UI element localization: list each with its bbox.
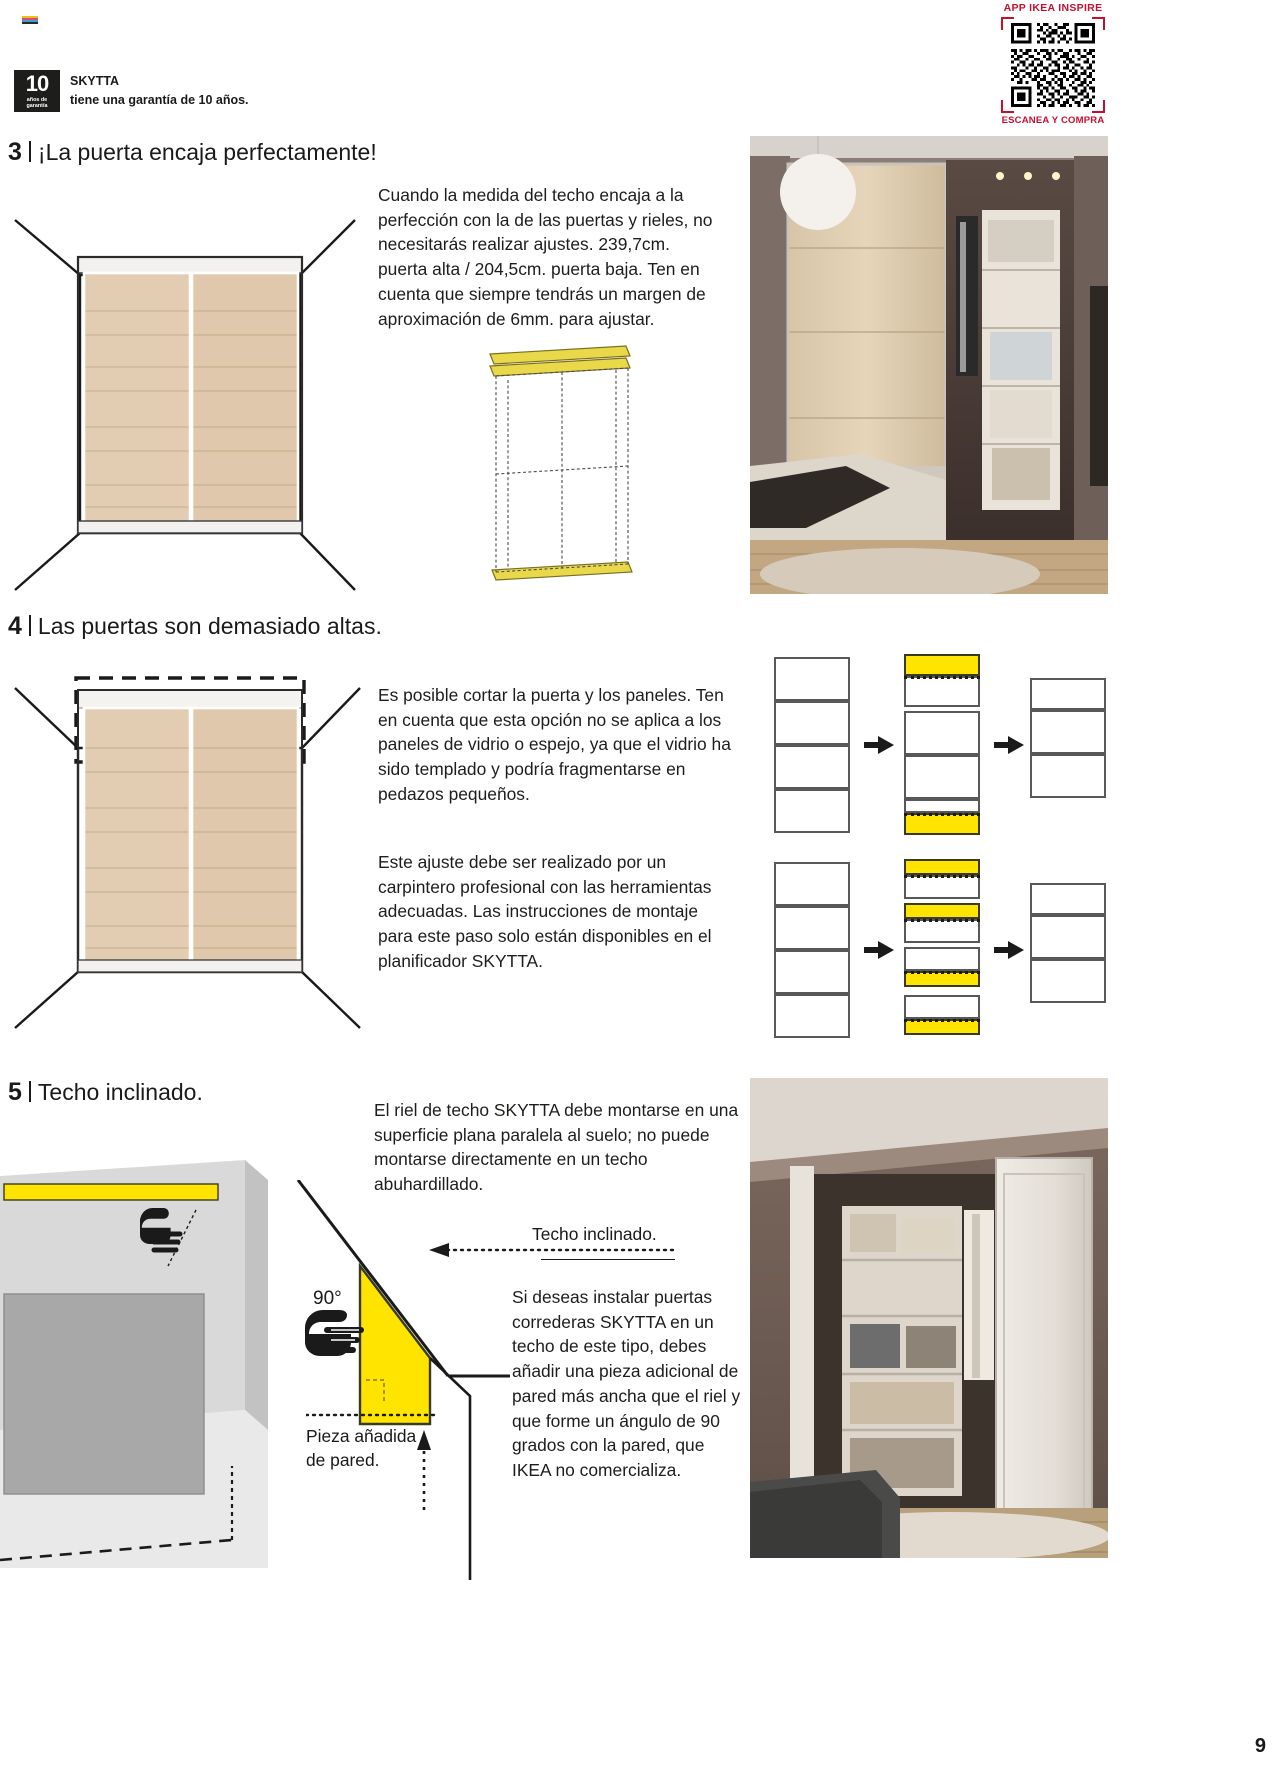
- step-4-heading: [8, 612, 382, 641]
- step-5-heading: [8, 1078, 203, 1107]
- panel-cell: [774, 789, 850, 833]
- step-5-room-photo: [750, 1078, 1108, 1558]
- arrow-stem: [864, 947, 878, 953]
- sloped-ceiling-label: Techo inclinado.: [532, 1224, 657, 1244]
- warranty-badge-line1: años de: [26, 96, 48, 103]
- panel-cut-top: [904, 654, 980, 676]
- panel-cut-strip: [904, 903, 980, 919]
- step-4-panel-diagram-row-2: [768, 855, 1108, 1045]
- added-wall-label-line1: Pieza añadida: [306, 1426, 417, 1446]
- qr-frame[interactable]: [1001, 17, 1105, 113]
- qr-subtitle: ESCANEA Y COMPRA: [1001, 115, 1105, 126]
- step-3-room-photo: [750, 136, 1108, 594]
- flow-arrow-icon: [878, 941, 894, 959]
- panel-cell: [774, 657, 850, 701]
- step-5-title: Techo inclinado.: [37, 1079, 203, 1105]
- warranty-product-name: SKYTTA: [70, 74, 120, 89]
- warranty-block: [14, 70, 249, 112]
- panel-cell: [774, 701, 850, 745]
- added-wall-label-line2: de pared.: [306, 1450, 380, 1470]
- cut-line: [904, 971, 980, 974]
- step-5-paragraph-1: El riel de techo SKYTTA debe montarse en una superficie plana paralela al suelo; no puede montarse directamente en un techo abuhardillado.: [374, 1100, 739, 1195]
- step-5-number: 5: [8, 1078, 22, 1106]
- warranty-description: tiene una garantía de 10 años.: [70, 93, 249, 107]
- panel-cell-result: [1030, 710, 1106, 754]
- panel-cell-result: [1030, 915, 1106, 959]
- step-divider: [29, 615, 31, 636]
- flow-arrow-icon: [878, 736, 894, 754]
- panel-cell: [904, 711, 980, 755]
- step-3-number: 3: [8, 138, 22, 166]
- step-4-number: 4: [8, 612, 22, 640]
- step-3-wardrobe-illustration: [10, 215, 360, 595]
- step-4-wardrobe-illustration: [10, 660, 370, 1032]
- step-3-title: ¡La puerta encaja perfectamente!: [37, 139, 377, 165]
- qr-promo-block: [994, 2, 1112, 126]
- hand-pointer-icon: [305, 1310, 367, 1358]
- arrow-stem: [994, 742, 1008, 748]
- sloped-ceiling-leader: [425, 1240, 675, 1260]
- cut-line: [904, 875, 980, 878]
- panel-cell: [774, 906, 850, 950]
- color-registration-marks: [22, 16, 38, 25]
- step-3-heading: [8, 138, 377, 167]
- step-4-title: Las puertas son demasiado altas.: [37, 613, 382, 639]
- cut-line: [904, 676, 980, 679]
- panel-cell: [904, 755, 980, 799]
- added-wall-leader: [306, 1408, 436, 1420]
- step-4-paragraph-1: Es posible cortar la puerta y los paneles. Ten en cuenta que esta opción no se aplica a los paneles de vidrio o espejo, ya que el vidrio ha sido templado y podría fragmentarse en pedazos pequeños.: [378, 685, 731, 804]
- page-number: 9: [1254, 1735, 1266, 1757]
- panel-cell-result: [1030, 959, 1106, 1003]
- panel-cell-result: [1030, 754, 1106, 798]
- cut-line: [904, 813, 980, 816]
- flow-arrow-icon: [1008, 941, 1024, 959]
- panel-cell: [904, 919, 980, 943]
- panel-cell: [774, 745, 850, 789]
- panel-cut-strip: [904, 859, 980, 875]
- qr-code-icon: [1010, 23, 1096, 107]
- panel-cell-result: [1030, 678, 1106, 710]
- cut-line: [904, 919, 980, 922]
- qr-title: APP IKEA INSPIRE: [1003, 2, 1103, 14]
- angle-label: 90°: [313, 1288, 342, 1309]
- panel-cell: [774, 950, 850, 994]
- step-4-paragraph-2: Este ajuste debe ser realizado por un carpintero profesional con las herramientas adecuadas. Las instrucciones de montaje para este paso solo están disponibles en el planificador SKYTTA.: [378, 852, 712, 971]
- arrow-stem: [994, 947, 1008, 953]
- step-5-room-isometric: [0, 1148, 270, 1568]
- panel-cell: [904, 799, 980, 813]
- warranty-badge-icon: [14, 70, 60, 112]
- panel-cell: [904, 995, 980, 1019]
- step-3-paragraph: Cuando la medida del techo encaja a la perfección con la de las puertas y rieles, no necesitarás realizar ajustes. 239,7cm. puerta alta / 204,5cm. puerta baja. Ten en cuenta que siempre tendrás un margen de aproximación de 6mm. para ajustar.: [378, 185, 713, 329]
- step-3-exploded-diagram: [478, 340, 648, 600]
- step-4-panel-diagram-row-1: [768, 650, 1108, 840]
- step-divider: [29, 141, 31, 162]
- flow-arrow-icon: [1008, 736, 1024, 754]
- panel-cell-result: [1030, 883, 1106, 915]
- warranty-years: 10: [25, 70, 49, 96]
- warranty-badge-line2: garantía: [26, 103, 48, 109]
- cut-line: [904, 1019, 980, 1022]
- panel-cut-bottom: [904, 813, 980, 835]
- arrow-stem: [864, 742, 878, 748]
- panel-cell: [774, 994, 850, 1038]
- panel-cell: [904, 947, 980, 971]
- panel-cell: [904, 676, 980, 707]
- panel-cell: [904, 875, 980, 899]
- step-divider: [29, 1081, 31, 1102]
- panel-cell: [774, 862, 850, 906]
- step-5-paragraph-2: Si deseas instalar puertas correderas SKYTTA en un techo de este tipo, debes añadir una pieza adicional de pared más ancha que el riel y que forme un ángulo de 90 grados con la pared, que IKEA no comercializa.: [512, 1287, 741, 1480]
